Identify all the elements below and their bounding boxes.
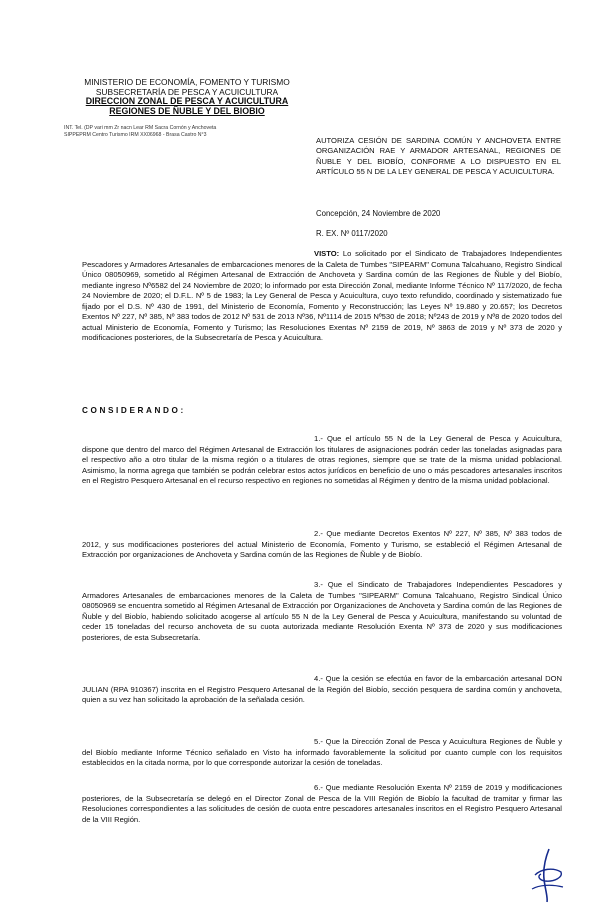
ministry-name: MINISTERIO DE ECONOMÍA, FOMENTO Y TURISMO: [84, 77, 290, 87]
signature-mark: [527, 845, 567, 905]
considerando-heading: CONSIDERANDO:: [82, 406, 186, 415]
header-address: [64, 125, 304, 139]
resolution-number: R. EX. Nº 0117/2020: [316, 229, 388, 238]
address-line-2: SIPPEPRM Centro Turismo IRM XX06968 - Brasa Castro N°3: [64, 132, 207, 138]
subsecretariat-name: SUBSECRETARÍA DE PESCA Y ACUICULTURA: [95, 86, 279, 97]
resolution-reference: AUTORIZA CESIÓN DE SARDINA COMÚN Y ANCHOVETA ENTRE ORGANIZACIÓN RAE Y ARMADOR ARTESANAL, REGIONES DE ÑUBLE Y DEL BIOBÍO, CONFORME A LO DISPUESTO EN EL ARTÍCULO 55 N DE LA LEY GENERAL DE PESCA Y ACUICULTURA.: [316, 136, 561, 177]
considerando-item-2: 2.- Que mediante Decretos Exentos Nº 227, Nº 385, Nº 383 todos de 2012, y sus modificaciones posteriores del actual Ministerio de Economía, Fomento y Turismo, se estableció el Régimen Artesanal de Extracción por organizaciones de Anchoveta y Sardina común de las Regiones de Ñuble y de Biobío.: [82, 529, 562, 559]
considerando-item-3: 3.- Que el Sindicato de Trabajadores Independientes Pescadores y Armadores Artesanales de embarcaciones menores de la Caleta de Tumbes "SIPEARM" Comuna Talcahuano, Registro Sindical Único 08050969 se encuentra sometido al Régimen Artesanal de Extracción por Organizaciones de Anchoveta y Sardina común de las Regiones de Ñuble y del Biobío, habiendo solicitado acogerse al artículo 55 N de la Ley General de Pesca y Acuicultura, manifestando su voluntad de ceder 15 toneladas del recurso anchoveta de su cuota autorizada mediante Resolución Exenta Nº 373 de 2020 y sus modificaciones posteriores, de esta Subsecretaría.: [82, 580, 562, 642]
regions-name: REGIONES DE ÑUBLE Y DEL BIOBIO: [109, 105, 265, 116]
considerando-item-6: 6.- Que mediante Resolución Exenta Nº 2159 de 2019 y modificaciones posteriores, de la Subsecretaría se delegó en el Director Zonal de Pesca de la VIII Región de Biobío la facultad de tramitar y firmar las Resoluciones correspondientes a las solicitudes de cesión de cuota entre pescadores artesanales inscritos en el Registro Pesquero Artesanal de la VIII Región.: [82, 783, 562, 824]
address-line-1: INT. Tel. (DP vari mm Zr nacn Lear RM Sacra Cornón y Anchoveta: [64, 125, 217, 131]
institution-header: [82, 78, 292, 116]
considerando-item-5: 5.- Que la Dirección Zonal de Pesca y Acuicultura Regiones de Ñuble y del Biobío mediante Informe Técnico señalado en Visto ha informado favorablemente la solicitud por cuanto cumple con los requisitos establecidos en la citada norma, por lo que corresponde autorizar la cesión de toneladas.: [82, 737, 562, 767]
visto-paragraph: [82, 249, 562, 344]
considerando-item-4: 4.- Que la cesión se efectúa en favor de la embarcación artesanal DON JULIAN (RPA 910367) inscrita en el Registro Pesquero Artesanal de la Región del Biobío, sección pesquera de sardina común y anchoveta, quien a su vez han solicitado la aprobación de la señalada cesión.: [82, 674, 562, 704]
considerando-item-1: 1.- Que el artículo 55 N de la Ley General de Pesca y Acuicultura, dispone que dentro del marco del Régimen Artesanal de Extracción los titulares de asignaciones podrán ceder las toneladas asignadas para el respectivo año a otro titular de la misma región o a titulares de otras regiones, siempre que se trate de la misma unidad poblacional. Asimismo, la norma agrega que también se podrán celebrar estos actos jurídicos en beneficio de uno o más pescadores artesanales inscritos en el Registro Pesquero Artesanal en el recurso respectivo en regiones no sometidas al Régimen y dentro de la misma unidad poblacional.: [82, 434, 562, 485]
directorate-name: DIRECCION ZONAL DE PESCA Y ACUICULTURA: [85, 96, 289, 107]
document-date: Concepción, 24 Noviembre de 2020: [316, 209, 441, 218]
visto-text: Lo solicitado por el Sindicato de Trabajadores Independientes Pescadores y Armadores Artesanales de embarcaciones menores de la Caleta de Tumbes "SIPEARM" Comuna Talcahuano, Registro Sindical Único 08050969, sometido al Régimen Artesanal de Extracción de Anchoveta y Sardina común de las Regiones de Ñuble y del Biobío, mediante ingreso Nº6582 del 24 Noviembre de 2020; lo informado por esta Dirección Zonal, mediante Informe Técnico Nº 117/2020, de fecha 24 Noviembre de 2020; el D.F.L. Nº 5 de 1983; la Ley General de Pesca y Acuicultura, cuyo texto refundido, coordinado y sistematizado fue fijado por el D.S. Nº 430 de 1991, del Ministerio de Economía, Fomento y Reconstrucción; las Leyes Nº 19.880 y 20.657; los Decretos Exentos Nº 227, Nº 385, Nº 383 todos de 2012 Nº 531 de 2013 Nº36, Nº1114 de 2015 Nº530 de 2018; Nº243 de 2019 y Nº8 de 2020 todos del actual Ministerio de Economía, Fomento y Turismo; las Resoluciones Exentas Nº 2159 de 2019, Nº 3863 de 2019 y Nº 373 de 2020 y modificaciones posteriores, de la Subsecretaría de Pesca y Acuicultura.: [82, 249, 562, 342]
visto-label: VISTO:: [314, 249, 340, 258]
